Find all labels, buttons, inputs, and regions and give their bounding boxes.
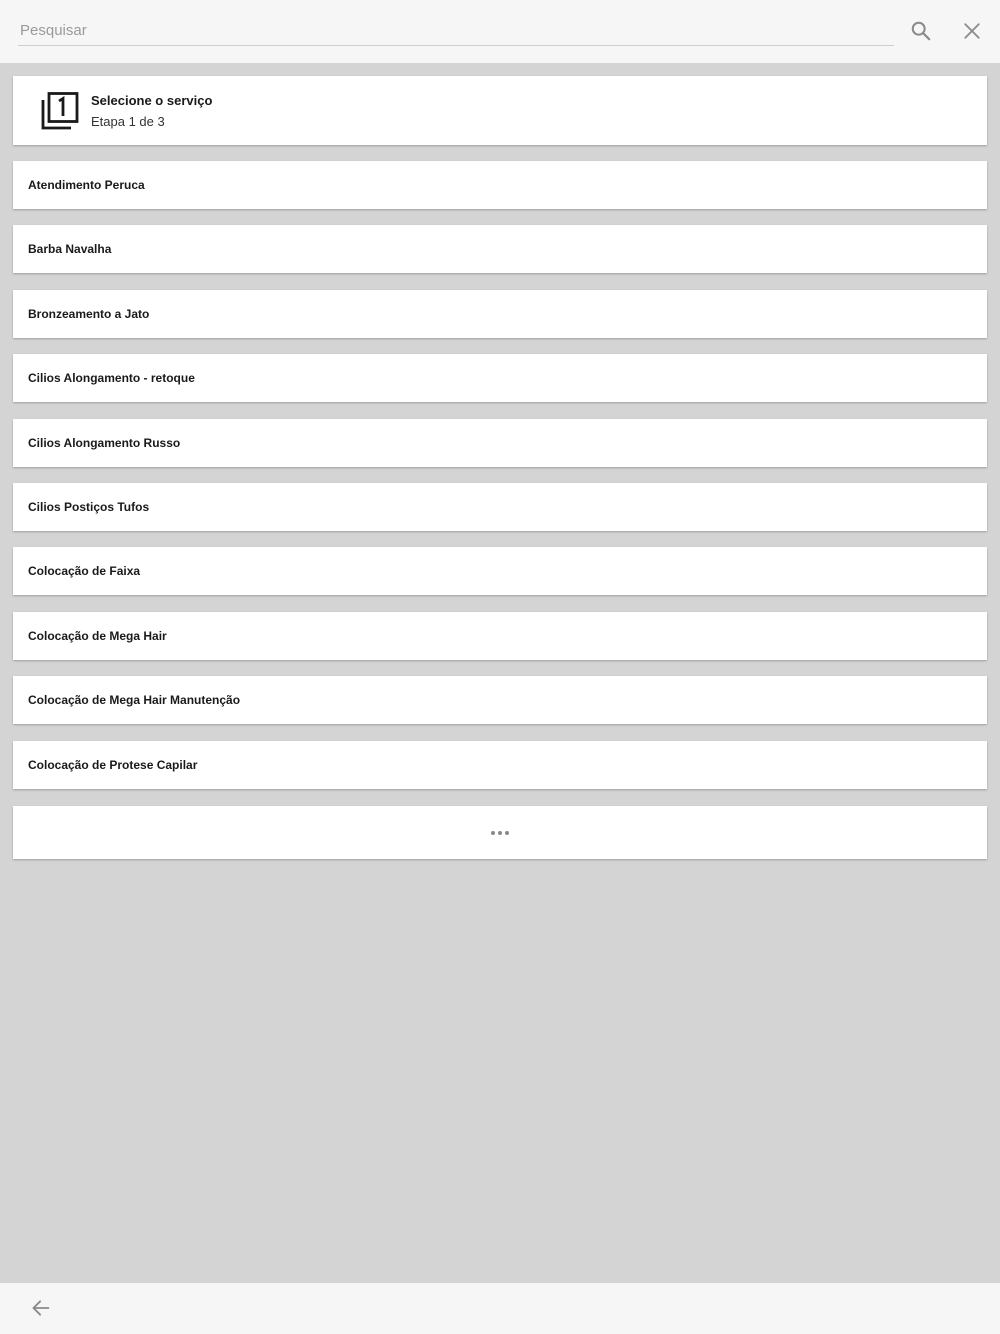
service-item-colocacao-de-protese-capilar[interactable]: Colocação de Protese Capilar bbox=[13, 741, 987, 789]
service-item-barba-navalha[interactable]: Barba Navalha bbox=[13, 225, 987, 273]
arrow-left-icon bbox=[31, 1298, 51, 1318]
service-item-bronzeamento-a-jato[interactable]: Bronzeamento a Jato bbox=[13, 290, 987, 338]
service-item-cilios-alongamento-retoque[interactable]: Cilios Alongamento - retoque bbox=[13, 354, 987, 402]
back-button[interactable] bbox=[28, 1295, 54, 1321]
bottom-bar bbox=[0, 1283, 1000, 1334]
step-header-card bbox=[13, 76, 987, 145]
load-more-button[interactable] bbox=[13, 806, 987, 859]
search-bar bbox=[0, 0, 1000, 63]
service-list bbox=[13, 161, 987, 805]
service-item-cilios-alongamento-russo[interactable]: Cilios Alongamento Russo bbox=[13, 419, 987, 467]
search-icon bbox=[910, 20, 932, 42]
step-subtitle: Etapa 1 de 3 bbox=[91, 114, 165, 129]
service-item-cilios-posticos-tufos[interactable]: Cilios Postiços Tufos bbox=[13, 483, 987, 531]
service-item-colocacao-de-faixa[interactable]: Colocação de Faixa bbox=[13, 547, 987, 595]
search-input[interactable] bbox=[18, 16, 894, 46]
more-horizontal-icon bbox=[490, 831, 511, 835]
service-item-colocacao-de-mega-hair[interactable]: Colocação de Mega Hair bbox=[13, 612, 987, 660]
service-item-colocacao-de-mega-hair-manutencao[interactable]: Colocação de Mega Hair Manutenção bbox=[13, 676, 987, 724]
service-item-atendimento-peruca[interactable]: Atendimento Peruca bbox=[13, 161, 987, 209]
close-icon bbox=[963, 22, 981, 40]
close-button[interactable] bbox=[958, 17, 986, 45]
filter-1-icon bbox=[40, 91, 80, 131]
step-title: Selecione o serviço bbox=[91, 93, 213, 108]
search-button[interactable] bbox=[907, 17, 935, 45]
